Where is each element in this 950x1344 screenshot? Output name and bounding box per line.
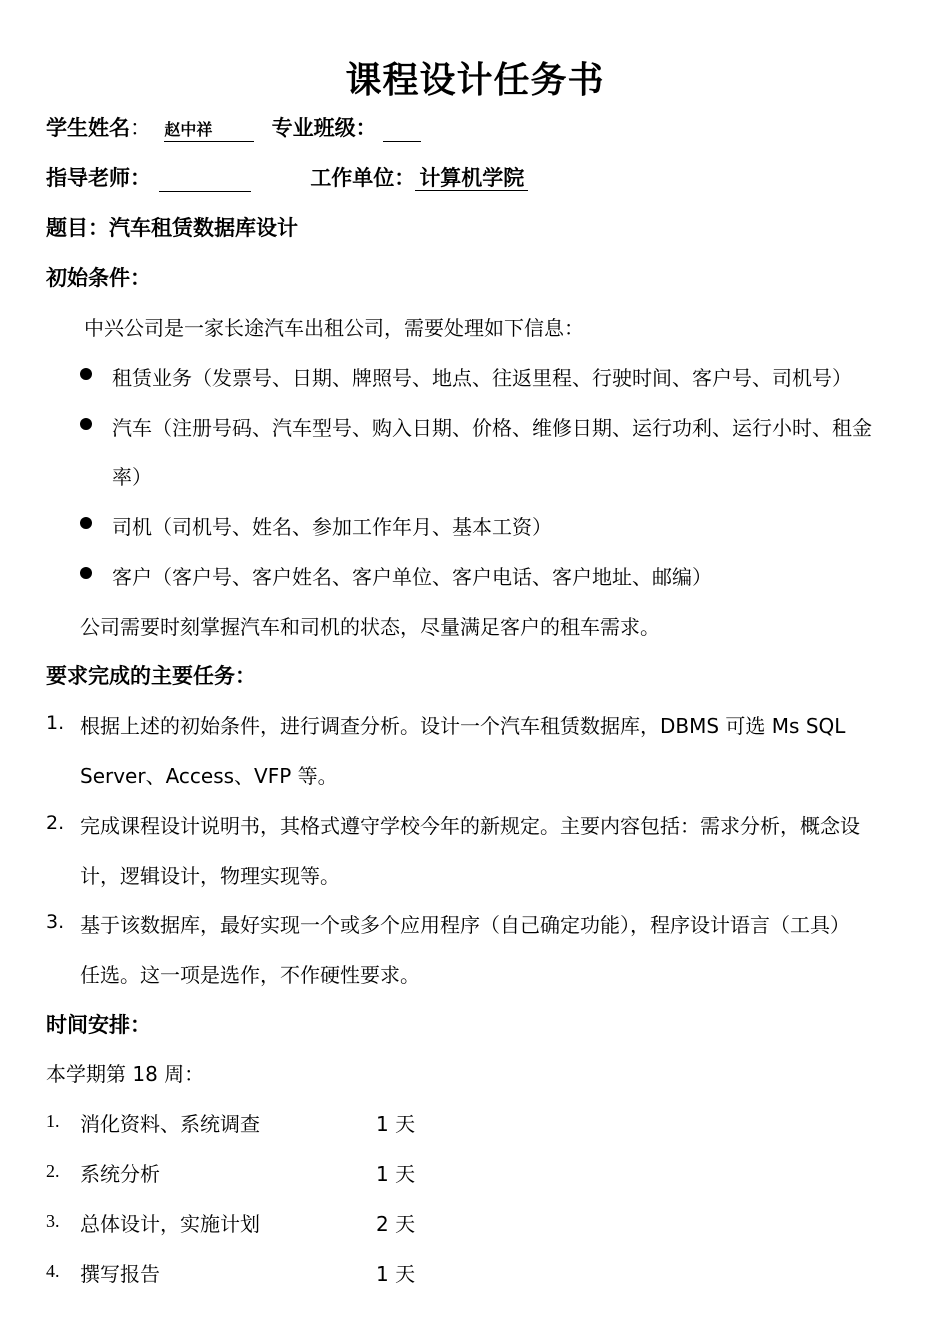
bullet-dot xyxy=(80,368,92,380)
student-info-row xyxy=(46,112,421,142)
student-name-value: 赵中祥 xyxy=(164,120,213,139)
work-unit-label: 工作单位： xyxy=(310,166,416,190)
task-item-line: 任选。这一项是选作，不作硬性要求。 xyxy=(80,963,420,987)
advisor-info-row xyxy=(46,162,528,192)
task-number: 2. xyxy=(46,812,65,834)
schedule-task: 撰写报告 xyxy=(80,1262,160,1286)
student-name-field xyxy=(164,117,254,142)
bullet-item: 汽车（注册号码、汽车型号、购入日期、价格、维修日期、运行功利、运行小时、租金 xyxy=(112,416,872,440)
task-item-line: 根据上述的初始条件，进行调查分析。设计一个汽车租赁数据库，DBMS 可选 Ms SQL xyxy=(80,714,846,738)
advisor-blank xyxy=(159,169,251,192)
schedule-heading: 时间安排： xyxy=(46,1013,151,1037)
task-item-line: Server、Access、VFP 等。 xyxy=(80,764,338,788)
schedule-intro: 本学期第 18 周： xyxy=(46,1062,205,1086)
bullet-item: 客户（客户号、客户姓名、客户单位、客户电话、客户地址、邮编） xyxy=(112,565,712,589)
schedule-number: 3. xyxy=(46,1211,60,1231)
schedule-task: 系统分析 xyxy=(80,1162,160,1186)
schedule-task: 消化资料、系统调查 xyxy=(80,1112,260,1136)
task-number: 1. xyxy=(46,712,65,734)
bullet-dot xyxy=(80,517,92,529)
schedule-number: 4. xyxy=(46,1261,60,1281)
task-item-line: 计，逻辑设计，物理实现等。 xyxy=(80,864,340,888)
bullet-dot xyxy=(80,567,92,579)
document-title: 课程设计任务书 xyxy=(345,60,605,101)
topic: 题目：汽车租赁数据库设计 xyxy=(46,216,298,240)
tasks-heading: 要求完成的主要任务： xyxy=(46,664,256,688)
bullet-item: 租赁业务（发票号、日期、牌照号、地点、往返里程、行驶时间、客户号、司机号） xyxy=(112,366,852,390)
bullet-item-continuation: 率） xyxy=(112,465,152,489)
student-name-label: 学生姓名 xyxy=(46,116,130,140)
advisor-label: 指导老师： xyxy=(46,166,151,190)
student-name-colon: ： xyxy=(130,116,151,140)
schedule-task: 总体设计，实施计划 xyxy=(80,1212,260,1236)
initial-conditions-heading: 初始条件： xyxy=(46,266,151,290)
schedule-days: 2 天 xyxy=(376,1212,416,1236)
bullet-dot xyxy=(80,418,92,430)
schedule-number: 2. xyxy=(46,1161,60,1181)
schedule-days: 1 天 xyxy=(376,1162,416,1186)
task-number: 3. xyxy=(46,911,65,933)
major-class-blank xyxy=(383,119,421,142)
task-item-line: 完成课程设计说明书，其格式遵守学校今年的新规定。主要内容包括：需求分析，概念设 xyxy=(80,814,860,838)
schedule-number: 1. xyxy=(46,1111,60,1131)
initial-conditions-closing: 公司需要时刻掌握汽车和司机的状态，尽量满足客户的租车需求。 xyxy=(80,615,660,639)
work-unit-value: 计算机学院 xyxy=(415,166,528,191)
schedule-days: 1 天 xyxy=(376,1112,416,1136)
bullet-item: 司机（司机号、姓名、参加工作年月、基本工资） xyxy=(112,515,552,539)
task-item-line: 基于该数据库，最好实现一个或多个应用程序（自己确定功能），程序设计语言（工具） xyxy=(80,913,850,937)
schedule-days: 1 天 xyxy=(376,1262,416,1286)
major-class-label: 专业班级： xyxy=(271,116,377,140)
initial-conditions-intro: 中兴公司是一家长途汽车出租公司，需要处理如下信息： xyxy=(84,316,584,340)
